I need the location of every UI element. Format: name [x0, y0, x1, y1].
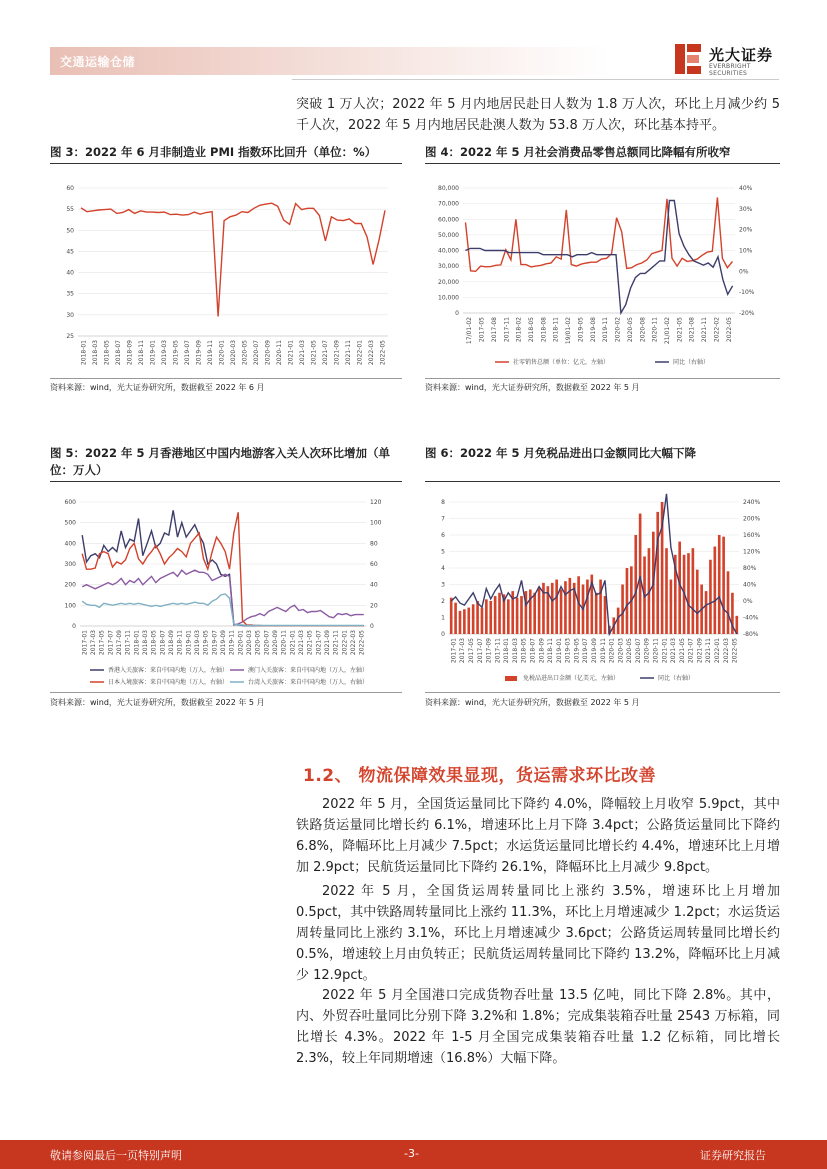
- x-tick-label: 2020-01: [218, 340, 226, 366]
- bar: [454, 603, 457, 634]
- page-number: -3-: [404, 1147, 419, 1160]
- y-tick-label: 40: [66, 269, 74, 277]
- x-tick-label: 2019-01: [185, 630, 193, 656]
- legend-label: 同比（右轴）: [658, 675, 695, 682]
- x-tick-label: 2018-05: [103, 340, 111, 366]
- fig6-source: 资料来源：wind，光大证券研究所，数据截至 2022 年 5 月: [425, 698, 640, 707]
- x-tick-label: 2020-11: [275, 340, 283, 366]
- logo-text-en: EVERBRIGHT SECURITIES: [709, 63, 751, 77]
- x-tick-label: 2020-03: [230, 340, 237, 366]
- x-tick-label: 2020-01: [237, 630, 245, 656]
- x-tick-label: 2019-03: [194, 630, 201, 656]
- x-tick-label: 2020-05: [626, 317, 634, 343]
- y-tick-label: 400: [64, 540, 76, 548]
- x-tick-label: 2018-02: [515, 317, 523, 343]
- x-tick-label: 2019-11: [599, 638, 607, 664]
- x-tick-label: 2020-01: [608, 638, 616, 664]
- fig5-bottom-rule: [50, 692, 402, 693]
- y-tick-label: 8: [441, 499, 445, 506]
- y2-tick-label: 40%: [743, 581, 757, 589]
- bar: [617, 608, 620, 634]
- y-tick-label: 2: [441, 598, 445, 605]
- x-tick-label: 2019-11: [602, 317, 610, 343]
- x-tick-label: 2020-07: [252, 340, 260, 366]
- x-tick-label: 2019-03: [161, 340, 169, 366]
- bar: [555, 580, 558, 634]
- bar: [687, 553, 690, 634]
- series-line-1: [465, 201, 732, 314]
- bar: [604, 596, 607, 634]
- y2-tick-label: 80: [370, 540, 378, 548]
- x-tick-label: 2021-11: [344, 340, 352, 366]
- y2-tick-label: 100: [370, 519, 382, 527]
- y-tick-label: 0: [72, 623, 76, 630]
- y-tick-label: 20,000: [438, 278, 459, 286]
- x-tick-label: 2021-03: [298, 630, 305, 656]
- y-tick-label: 4: [441, 565, 445, 572]
- x-tick-label: 2020-03: [617, 638, 625, 664]
- footer-disclaimer: 敬请参阅最后一页特别声明: [50, 1149, 182, 1162]
- bar: [639, 514, 642, 634]
- x-tick-label: 2022-01: [341, 630, 349, 656]
- fig3-source: 资料来源：wind，光大证券研究所，数据截至 2022 年 6 月: [50, 383, 265, 392]
- x-tick-label: 2017-01: [450, 638, 458, 664]
- x-tick-label: 2017-07: [476, 638, 484, 664]
- x-tick-label: 2021-05: [676, 317, 684, 343]
- y2-tick-label: 10%: [739, 247, 753, 255]
- x-tick-label: 2021-11: [332, 630, 340, 656]
- bar: [599, 580, 602, 634]
- bar: [634, 535, 637, 634]
- x-tick-label: 2021-09: [324, 630, 331, 656]
- fig4-bottom-rule: [425, 378, 780, 379]
- x-tick-label: 2018-11: [176, 630, 184, 656]
- x-tick-label: 2019-05: [577, 317, 585, 343]
- x-tick-label: 17/01-02: [466, 317, 474, 345]
- x-tick-label: 2020-11: [651, 317, 659, 343]
- x-tick-label: 2020-09: [272, 630, 279, 656]
- x-tick-label: 2020-09: [264, 340, 272, 366]
- paragraph-freight-volume: 2022 年 5 月，全国货运量同比下降约 4.0%，降幅较上月收窄 5.9pct，其中铁路货运量同比增长约 6.1%，增速环比上月下降 3.4pct；公路货运量同比下降约 6.8%，降幅环比上月减少 7.5pct；水运货运量同比增长约 4.4%，增速环比上月增加 2.9pct；民航货运量同比下降约 26.1%，降幅环比上月减少 9.8pct。: [296, 797, 780, 875]
- y2-tick-label: 20: [370, 602, 378, 610]
- fig5-source: 资料来源：wind，光大证券研究所，数据截至 2022 年 5 月: [50, 698, 265, 707]
- fig4-rule: [425, 163, 780, 164]
- y2-tick-label: 0%: [739, 268, 749, 276]
- x-tick-label: 2017-01: [81, 630, 89, 656]
- bar: [476, 601, 479, 634]
- x-tick-label: 2021-01: [289, 630, 297, 656]
- bar: [678, 542, 681, 634]
- x-tick-label: 2020-07: [263, 630, 271, 656]
- series-line-1: [82, 570, 364, 625]
- series-line-2: [82, 512, 364, 626]
- x-tick-label: 2017-09: [485, 638, 493, 664]
- x-tick-label: 21/01-02: [664, 317, 671, 345]
- x-tick-label: 2017-09: [116, 630, 123, 656]
- bar: [485, 599, 488, 634]
- y-tick-label: 1: [441, 614, 445, 622]
- x-tick-label: 2021-11: [705, 638, 713, 664]
- x-tick-label: 2020-02: [614, 317, 622, 343]
- y-tick-label: 6: [441, 532, 445, 539]
- legend-label: 免税品进出口金额（亿美元，左轴）: [523, 675, 620, 682]
- y2-tick-label: 120%: [743, 548, 761, 556]
- x-tick-label: 2022-01: [714, 638, 722, 664]
- x-tick-label: 2021-07: [315, 630, 323, 656]
- x-tick-label: 2018-09: [168, 630, 175, 656]
- bar: [705, 591, 708, 634]
- x-tick-label: 2017-03: [90, 630, 97, 656]
- x-tick-label: 2021-01: [661, 638, 669, 664]
- paragraph-port-throughput: 2022 年 5 月全国港口完成货物吞吐量 13.5 亿吨，同比下降 2.8%。其中，内、外贸吞吐量同比分别下降 3.2%和 1.8%；完成集装箱吞吐量 2543 万标箱，同比增长 4.3%。2022 年 1-5 月全国完成集装箱吞吐量 1.2 亿标箱，同比增长 2.3%，较上年同期增速（16.8%）大幅下降。: [296, 988, 780, 1066]
- bar: [533, 593, 536, 634]
- x-tick-label: 2018-07: [529, 638, 537, 664]
- x-tick-label: 2018-01: [80, 340, 88, 366]
- y2-tick-label: 240%: [743, 499, 761, 506]
- y-tick-label: 70,000: [438, 200, 459, 208]
- y-tick-label: 55: [66, 206, 74, 214]
- bar: [467, 608, 470, 634]
- bar: [670, 580, 673, 634]
- fig5-rule: [50, 481, 402, 482]
- fig3-bottom-rule: [50, 378, 402, 379]
- x-tick-label: 2018-11: [552, 317, 560, 343]
- y-tick-label: 10,000: [438, 294, 459, 302]
- y-tick-label: 25: [66, 333, 74, 340]
- x-tick-label: 2019-05: [202, 630, 210, 656]
- intro-paragraph: 突破 1 万人次；2022 年 5 月内地居民赴日人数为 1.8 万人次，环比上月减少约 5 千人次，2022 年 5 月内地居民赴澳人数为 53.8 万人次，环比基本持平。: [296, 97, 780, 133]
- bar: [507, 599, 510, 634]
- footer-report-type: 证券研究报告: [700, 1149, 766, 1162]
- y2-tick-label: 20%: [739, 226, 753, 234]
- bar: [564, 581, 567, 634]
- bar: [489, 601, 492, 634]
- x-tick-label: 2021-05: [306, 630, 314, 656]
- x-tick-label: 2020-11: [652, 638, 660, 664]
- x-tick-label: 2020-05: [241, 340, 249, 366]
- x-tick-label: 2021-01: [287, 340, 295, 366]
- x-tick-label: 2019-09: [591, 638, 598, 664]
- y-tick-label: 7: [441, 515, 445, 523]
- y2-tick-label: 0: [370, 623, 374, 630]
- bar: [727, 571, 730, 634]
- header-divider: [292, 79, 779, 80]
- y-tick-label: 5: [441, 548, 445, 556]
- x-tick-label: 2021-07: [321, 340, 329, 366]
- series-line-0: [81, 203, 385, 316]
- x-tick-label: 2018-08: [540, 317, 548, 343]
- bar: [472, 604, 475, 634]
- fig6-rule: [425, 481, 780, 482]
- x-tick-label: 2020-05: [254, 630, 262, 656]
- x-tick-label: 19/01-02: [565, 317, 573, 345]
- bar: [450, 598, 453, 634]
- x-tick-label: 2019-05: [573, 638, 581, 664]
- x-tick-label: 2017-07: [107, 630, 115, 656]
- x-tick-label: 2018-05: [520, 638, 528, 664]
- y-tick-label: 30,000: [438, 263, 459, 271]
- y-tick-label: 3: [441, 581, 445, 589]
- fig6-chart: [425, 486, 780, 691]
- y2-tick-label: 40: [370, 581, 378, 589]
- x-tick-label: 2018-09: [126, 340, 134, 366]
- series-line-0: [82, 510, 364, 626]
- x-tick-label: 2018-09: [538, 638, 546, 664]
- fig6-bottom-rule: [425, 692, 780, 693]
- fig4-title: 图 4：2022 年 5 月社会消费品零售总额同比降幅有所收窄: [425, 145, 731, 159]
- bar: [626, 568, 629, 634]
- x-tick-label: 2022-05: [379, 340, 387, 366]
- x-tick-label: 2018-01: [133, 630, 141, 656]
- x-tick-label: 2018-03: [142, 630, 149, 656]
- x-tick-label: 2017-05: [478, 317, 486, 343]
- legend-label: 同比（右轴）: [673, 359, 710, 366]
- x-tick-label: 2020-07: [634, 638, 642, 664]
- x-tick-label: 2017-03: [459, 638, 467, 664]
- x-tick-label: 2021-05: [678, 638, 686, 664]
- fig5-chart: [50, 486, 402, 691]
- brand-logo: [673, 42, 783, 78]
- x-tick-label: 2022-01: [356, 340, 364, 366]
- y2-tick-label: -20%: [739, 310, 755, 317]
- legend-label: 台湾入关旅客：来自中国内地（万人，右轴）: [248, 679, 369, 686]
- y-tick-label: 35: [66, 290, 74, 298]
- x-tick-label: 2019-01: [149, 340, 157, 366]
- x-tick-label: 2018-11: [138, 340, 146, 366]
- x-tick-label: 2018-11: [547, 638, 555, 664]
- x-tick-label: 2020-03: [246, 630, 253, 656]
- x-tick-label: 2017-11: [494, 638, 502, 664]
- x-tick-label: 2021-08: [688, 317, 696, 343]
- x-tick-label: 2019-07: [582, 638, 590, 664]
- bar: [481, 608, 484, 634]
- fig4-source: 资料来源：wind，光大证券研究所，数据截至 2022 年 5 月: [425, 383, 640, 392]
- bar: [560, 589, 563, 634]
- x-tick-label: 2021-05: [310, 340, 318, 366]
- y-tick-label: 50,000: [438, 231, 459, 239]
- logo-mark-icon: [673, 42, 703, 76]
- x-tick-label: 2019-05: [172, 340, 180, 366]
- bar: [463, 609, 466, 634]
- paragraph-freight-turnover: 2022 年 5 月，全国货运周转量同比上涨约 3.5%，增速环比上月增加 0.5pct，其中铁路周转量同比上涨约 11.3%，环比上月增速减少 1.2pct；水运货运周转量同比上涨约 3.1%，环比上月增速减少 3.6pct；公路货运周转量同比增长约 0.5%，增速较上月由负转正；民航货运周转量同比下降约 13.2%，降幅环比上月减少 12.9pct。: [296, 884, 780, 983]
- section-heading: 1.2、 物流保障效果显现，货运需求环比改善: [303, 766, 657, 786]
- x-tick-label: 2022-05: [725, 317, 733, 343]
- x-tick-label: 2018-01: [503, 638, 511, 664]
- bar: [709, 560, 712, 634]
- bar: [538, 588, 541, 634]
- x-tick-label: 2019-11: [207, 340, 215, 366]
- x-tick-label: 2017-11: [503, 317, 511, 343]
- x-tick-label: 2017-08: [490, 317, 498, 343]
- series-line-3: [82, 594, 364, 626]
- legend-label: 日本入境旅客：来自中国内地（万人，右轴）: [108, 679, 229, 686]
- bar: [621, 585, 624, 635]
- legend-swatch: [505, 676, 517, 681]
- y-tick-label: 100: [64, 602, 76, 610]
- bar: [494, 596, 497, 634]
- y-tick-label: 200: [64, 581, 76, 589]
- y2-tick-label: 120: [370, 499, 382, 506]
- bar: [714, 547, 717, 634]
- bar: [722, 537, 725, 634]
- y2-tick-label: -10%: [739, 289, 755, 297]
- y2-tick-label: 200%: [743, 515, 761, 523]
- x-tick-label: 2019-09: [195, 340, 203, 366]
- y-tick-label: 60: [66, 185, 74, 192]
- x-tick-label: 2018-03: [92, 340, 100, 366]
- y-tick-label: 40,000: [438, 247, 459, 255]
- y2-tick-label: 80%: [743, 565, 757, 572]
- fig4-chart: [425, 168, 780, 378]
- bar: [692, 548, 695, 634]
- x-tick-label: 2019-11: [228, 630, 236, 656]
- x-tick-label: 2018-07: [159, 630, 167, 656]
- y2-tick-label: -40%: [743, 614, 759, 622]
- y-tick-label: 600: [64, 499, 76, 506]
- logo-text-cn: 光大证券: [709, 46, 774, 64]
- x-tick-label: 2017-05: [467, 638, 475, 664]
- x-tick-label: 2022-03: [350, 630, 357, 656]
- bar: [529, 589, 532, 634]
- x-tick-label: 2022-05: [358, 630, 366, 656]
- x-tick-label: 2017-05: [98, 630, 106, 656]
- x-tick-label: 2019-07: [211, 630, 219, 656]
- legend-label: 社零销售总额（单位：亿元，左轴）: [513, 359, 610, 366]
- x-tick-label: 2020-05: [626, 638, 634, 664]
- x-tick-label: 2022-03: [367, 340, 375, 366]
- y2-tick-label: 0%: [743, 598, 753, 605]
- x-tick-label: 2019-01: [555, 638, 563, 664]
- header-band: [50, 47, 610, 75]
- y-tick-label: 30: [66, 311, 74, 319]
- x-tick-label: 2018-05: [528, 317, 535, 343]
- x-tick-label: 2022-03: [722, 638, 730, 664]
- bar: [718, 535, 721, 634]
- y-tick-label: 0: [455, 310, 459, 317]
- bar: [459, 611, 462, 634]
- bar: [595, 593, 598, 634]
- bar: [665, 548, 668, 634]
- y-tick-label: 60,000: [438, 216, 459, 224]
- bar: [551, 583, 554, 634]
- x-tick-label: 2022-05: [731, 638, 739, 664]
- y2-tick-label: 40%: [739, 185, 753, 192]
- fig6-title: 图 6：2022 年 5 月免税品进出口金额同比大幅下降: [425, 446, 697, 460]
- x-tick-label: 2017-11: [124, 630, 132, 656]
- x-tick-label: 2019-09: [220, 630, 227, 656]
- x-tick-label: 2022-02: [713, 317, 721, 343]
- y-tick-label: 50: [66, 227, 74, 235]
- y-tick-label: 300: [64, 561, 76, 568]
- x-tick-label: 2019-08: [589, 317, 597, 343]
- y2-tick-label: 60: [370, 561, 378, 568]
- x-tick-label: 2018-03: [511, 638, 519, 664]
- x-tick-label: 2021-09: [333, 340, 341, 366]
- legend-label: 澳门入关旅客：来自中国内地（万人，左轴）: [248, 667, 369, 674]
- y-tick-label: 45: [66, 248, 74, 256]
- x-tick-label: 2021-11: [701, 317, 709, 343]
- x-tick-label: 2020-11: [280, 630, 288, 656]
- x-tick-label: 2018-07: [115, 340, 123, 366]
- x-tick-label: 2021-03: [298, 340, 306, 366]
- bar: [520, 596, 523, 634]
- bar: [569, 578, 572, 634]
- x-tick-label: 2019-07: [184, 340, 192, 366]
- bar: [586, 580, 589, 634]
- y2-tick-label: 160%: [743, 532, 761, 539]
- bar: [656, 512, 659, 634]
- x-tick-label: 2020-08: [639, 317, 647, 343]
- footer-bar: [0, 1140, 827, 1169]
- fig3-rule: [50, 163, 402, 164]
- x-tick-label: 2019-03: [564, 638, 572, 664]
- x-tick-label: 2018-05: [150, 630, 158, 656]
- bar: [498, 593, 501, 634]
- y2-tick-label: 30%: [739, 205, 753, 213]
- bar: [696, 570, 699, 634]
- x-tick-label: 2021-09: [696, 638, 704, 664]
- x-tick-label: 2020-09: [643, 638, 651, 664]
- legend-label: 香港入关旅客：来自中国内地（万人，左轴）: [108, 667, 229, 674]
- x-tick-label: 2021-03: [670, 638, 678, 664]
- bar: [516, 598, 519, 634]
- x-tick-label: 2021-07: [687, 638, 695, 664]
- y-tick-label: 0: [441, 631, 445, 638]
- y-tick-label: 80,000: [438, 185, 459, 192]
- fig3-title: 图 3：2022 年 6 月非制造业 PMI 指数环比回升（单位：%）: [50, 145, 377, 159]
- fig3-chart: [50, 168, 402, 378]
- fig5-title: 图 5：2022 年 5 月香港地区中国内地游客入关人次环比增加（单位：万人）: [50, 446, 391, 477]
- header-section-title: 交通运输仓储: [60, 55, 136, 69]
- y-tick-label: 500: [64, 519, 76, 527]
- y2-tick-label: -80%: [743, 631, 759, 638]
